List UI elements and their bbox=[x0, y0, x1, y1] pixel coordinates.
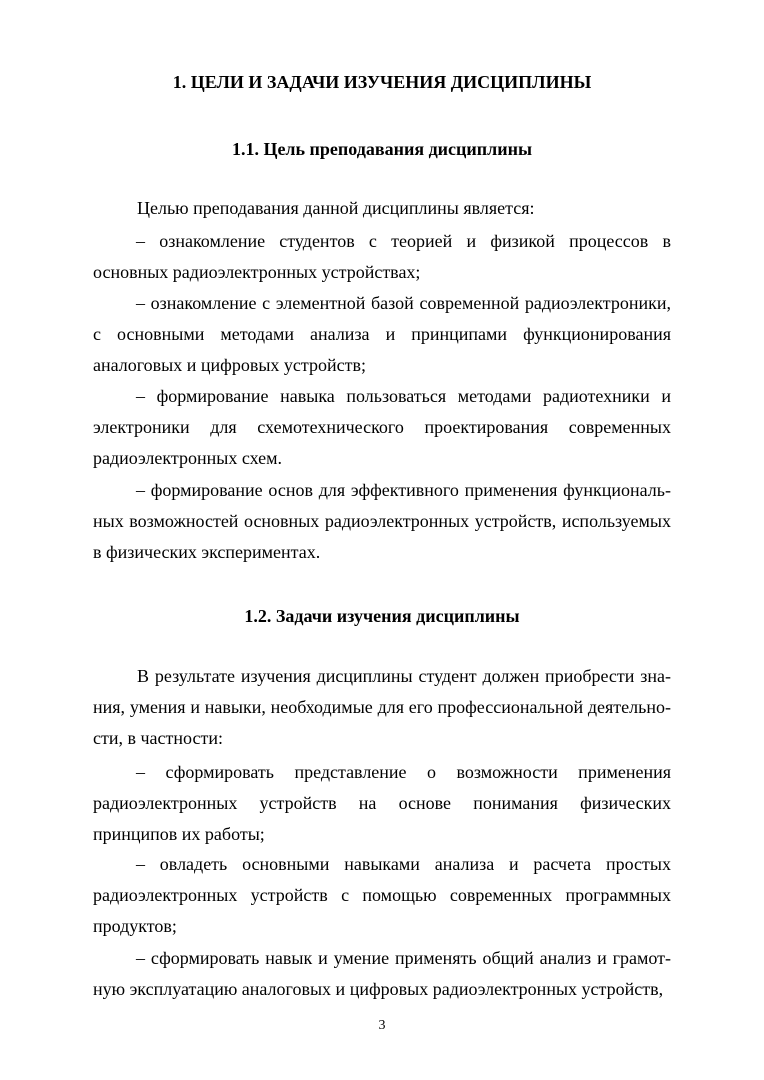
list-item: – формирование навыка пользоваться методами радиотехники и электроники для схемотехнического проектирования современных радиоэлектронных схем. bbox=[93, 386, 671, 468]
chapter-title: 1. ЦЕЛИ И ЗАДАЧИ ИЗУЧЕНИЯ ДИСЦИПЛИНЫ bbox=[172, 72, 592, 92]
list-item: – ознакомление студентов с теорией и физикой процессов в основных радиоэлектронных устройствах; bbox=[93, 231, 671, 282]
section-title-goals: 1.1. Цель преподавания дисциплины bbox=[231, 139, 533, 159]
paragraph-goals-intro: Целью преподавания данной дисциплины является: bbox=[137, 198, 535, 218]
list-item: – сформировать навык и умение применять общий анализ и грамотную эксплуатацию аналоговых и цифровых радиоэлектронных устройств, bbox=[93, 948, 671, 999]
page-number: 3 bbox=[378, 1018, 386, 1033]
section-title-tasks: 1.2. Задачи изучения дисциплины bbox=[244, 606, 520, 626]
list-item: – овладеть основными навыками анализа и расчета простых радиоэлектронных устройств с помощью современных программных продуктов; bbox=[93, 854, 671, 936]
list-item: – сформировать представление о возможности применения радиоэлектронных устройств на основе понимания физических принципов их работы; bbox=[93, 762, 671, 844]
list-item: – ознакомление с элементной базой современной радиоэлектроники, с основными методами анализа и принципами функционирования аналоговых и цифровых устройств; bbox=[93, 293, 671, 375]
list-item: – формирование основ для эффективного применения функциональных возможностей основных радиоэлектронных устройств, используемых в физических экспериментах. bbox=[93, 480, 671, 562]
paragraph-tasks-intro: В результате изучения дисциплины студент должен приобрести знания, умения и навыки, необходимые для его профессиональной деятельности, в частности: bbox=[93, 666, 671, 748]
